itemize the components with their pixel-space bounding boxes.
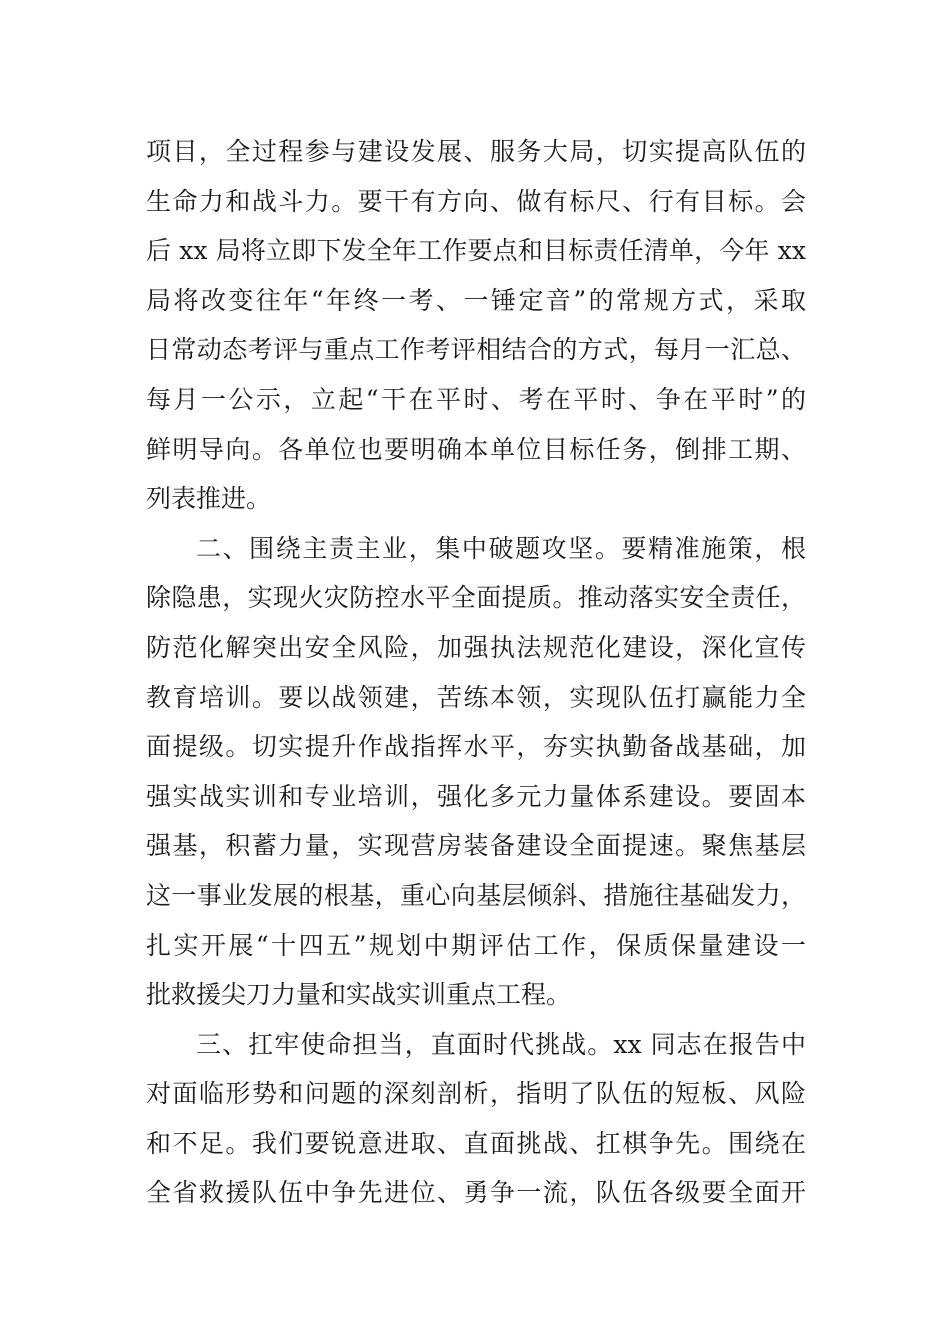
text-line: 强基，积蓄力量，实现营房装备建设全面提速。聚焦基层 [146, 831, 806, 861]
text-line: 面提级。切实提升作战指挥水平，夯实执勤备战基础，加 [146, 732, 806, 762]
text-line: 扎实开展“十四五”规划中期评估工作，保质保量建设一 [146, 930, 806, 960]
text-line: 这一事业发展的根基，重心向基层倾斜、措施往基础发力， [146, 880, 806, 910]
text-line: 防范化解突出安全风险，加强执法规范化建设，深化宣传 [146, 632, 806, 662]
text-line: 日常动态考评与重点工作考评相结合的方式，每月一汇总、 [146, 335, 806, 365]
text-line: 教育培训。要以战领建，苦练本领，实现队伍打赢能力全 [146, 682, 806, 712]
text-line: 全省救援队伍中争先进位、勇争一流，队伍各级要全面开 [146, 1178, 806, 1208]
text-line: 后 xx 局将立即下发全年工作要点和目标责任清单，今年 xx [146, 236, 806, 266]
text-line: 和不足。我们要锐意进取、直面挑战、扛棋争先。围绕在 [146, 1128, 806, 1158]
text-line: 强实战实训和专业培训，强化多元力量体系建设。要固本 [146, 781, 806, 811]
text-line: 局将改变往年“年终一考、一锤定音”的常规方式，采取 [146, 285, 806, 315]
text-line: 生命力和战斗力。要干有方向、做有标尺、行有目标。会 [146, 186, 806, 216]
text-line: 批救援尖刀力量和实战实训重点工程。 [146, 980, 572, 1010]
text-line: 列表推进。 [146, 484, 272, 514]
paragraph-first-line: 二、围绕主责主业，集中破题攻坚。要精准施策，根 [196, 533, 806, 563]
text-line: 鲜明导向。各单位也要明确本单位目标任务，倒排工期、 [146, 434, 806, 464]
body-text [146, 127, 806, 1218]
paragraph-first-line: 三、扛牢使命担当，直面时代挑战。xx 同志在报告中 [196, 1029, 806, 1059]
text-line: 对面临形势和问题的深刻剖析，指明了队伍的短板、风险 [146, 1079, 806, 1109]
text-line: 每月一公示，立起“干在平时、考在平时、争在平时”的 [146, 384, 806, 414]
text-line: 除隐患，实现火灾防控水平全面提质。推动落实安全责任， [146, 583, 806, 613]
text-line: 项目，全过程参与建设发展、服务大局，切实提高队伍的 [146, 137, 806, 166]
